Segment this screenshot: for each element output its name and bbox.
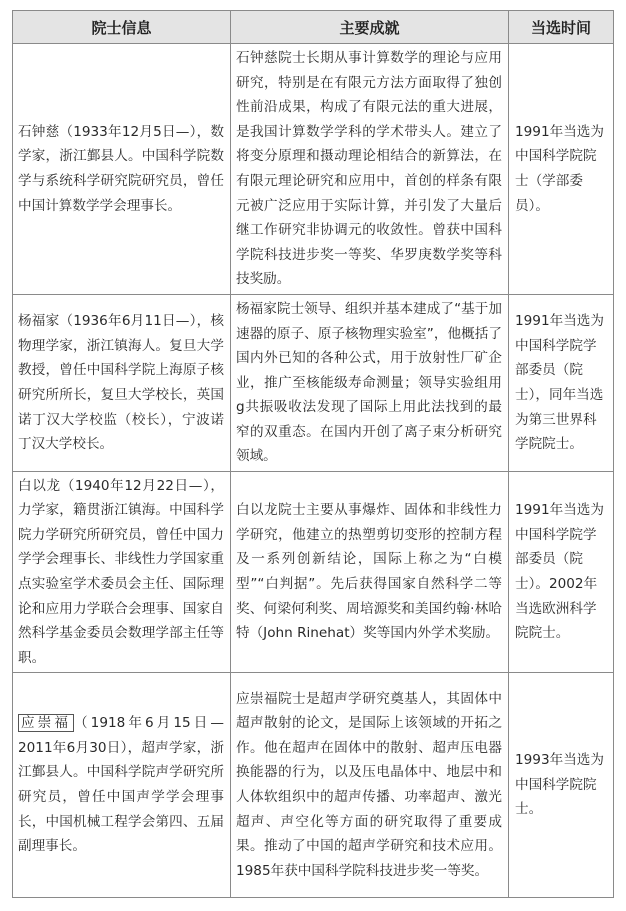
table-row [13, 472, 614, 673]
header-achievement: 主要成就 [231, 11, 509, 44]
header-info: 院士信息 [13, 11, 231, 44]
cell-info [13, 673, 231, 898]
cell-info-text: （1918年6月15日—2011年6月30日），超声学家，浙江鄞县人。中国科学院声学研究所研究员，曾任中国声学学会理事长，中国机械工程学会第四、五届副理事长。 [18, 715, 225, 855]
cell-elected-time: 1991年当选为中国科学院院士（学部委员）。 [509, 44, 614, 295]
academician-table [12, 10, 614, 898]
header-elected-time: 当选时间 [509, 11, 614, 44]
cell-elected-time: 1991年当选为中国科学院学部委员（院士）。2002年当选欧洲科学院院士。 [509, 472, 614, 673]
table-header-row [13, 11, 614, 44]
cell-info: 白以龙（1940年12月22日—），力学家，籍贯浙江镇海。中国科学院力学研究所研究员，曾任中国力学学会理事长、非线性力学国家重点实验室学术委员会主任、国际理论和应用力学联合会理事、国家自然科学基金委员会数理学部主任等职。 [13, 472, 231, 673]
cell-achievement: 应崇福院士是超声学研究奠基人，其固体中超声散射的论文，是国际上该领域的开拓之作。他在超声在固体中的散射、超声压电器换能器的行为，以及压电晶体中、地层中和人体软组织中的超声传播、功率超声、激光超声、声空化等方面的研究取得了重要成果。推动了中国的超声学研究和技术应用。1985年获中国科学院科技进步奖一等奖。 [231, 673, 509, 898]
cell-elected-time: 1991年当选为中国科学院学部委员（院士），同年当选为第三世界科学院院士。 [509, 295, 614, 472]
cell-info: 杨福家（1936年6月11日—），核物理学家，浙江镇海人。复旦大学教授，曾任中国科学院上海原子核研究所所长，复旦大学校长，英国诺丁汉大学校监（校长），宁波诺丁汉大学校长。 [13, 295, 231, 472]
cell-achievement: 白以龙院士主要从事爆炸、固体和非线性力学研究，他建立的热塑剪切变形的控制方程及一系列创新结论，国际上称之为“白模型”“白判据”。先后获得国家自然科学二等奖、何梁何利奖、周培源奖和美国约翰·林哈特（John Rinehat）奖等国内外学术奖励。 [231, 472, 509, 673]
table-row [13, 295, 614, 472]
cell-info: 石钟慈（1933年12月5日—），数学家，浙江鄞县人。中国科学院数学与系统科学研究院研究员，曾任中国计算数学学会理事长。 [13, 44, 231, 295]
cell-elected-time: 1993年当选为中国科学院院士。 [509, 673, 614, 898]
table-row [13, 44, 614, 295]
table-row [13, 673, 614, 898]
cell-achievement: 杨福家院士领导、组织并基本建成了“基于加速器的原子、原子核物理实验室”，他概括了国内外已知的各种公式，用于放射性厂矿企业，推广至核能级寿命测量；领导实验组用g共振吸收法发现了国际上用此法找到的最窄的双重态。在国内开创了离子束分析研究领域。 [231, 295, 509, 472]
boxed-name: 应崇福 [18, 714, 74, 732]
cell-achievement: 石钟慈院士长期从事计算数学的理论与应用研究，特别是在有限元方法方面取得了独创性前沿成果，构成了有限元法的重大进展，是我国计算数学学科的学术带头人。建立了将变分原理和摄动理论相结合的新算法，在有限元理论研究和应用中，首创的样条有限元被广泛应用于实际计算，并引发了大量后继工作研究非协调元的收敛性。曾获中国科学院科技进步奖一等奖、华罗庚数学奖等科技奖励。 [231, 44, 509, 295]
